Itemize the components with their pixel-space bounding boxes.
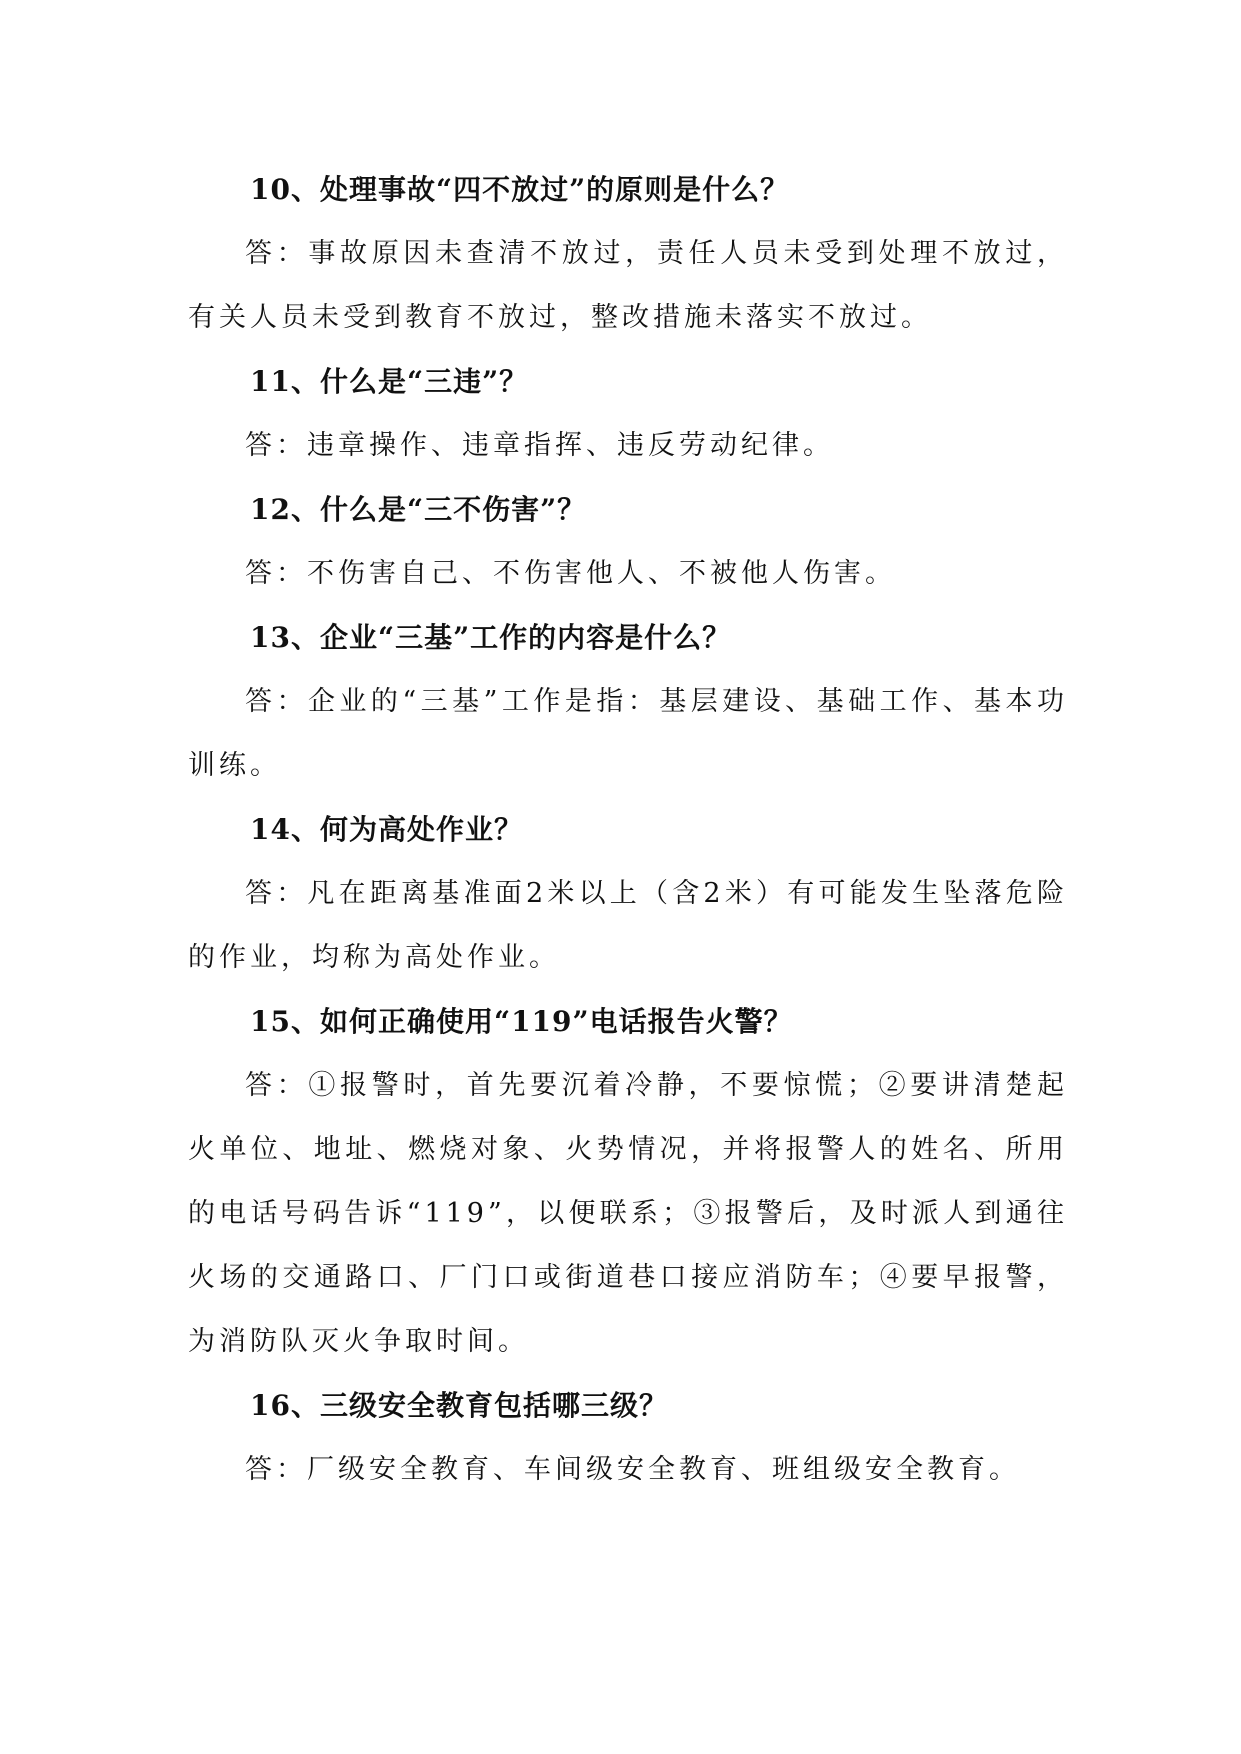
answer-paragraph: 答：事故原因未查清不放过，责任人员未受到处理不放过，有关人员未受到教育不放过，整改措施未落实不放过。: [188, 238, 1068, 333]
question-heading: 11、什么是“三违”？: [250, 365, 529, 398]
question-heading: 13、企业“三基”工作的内容是什么？: [250, 621, 732, 654]
qa-item-10: [188, 158, 1068, 350]
question-heading: 14、何为高处作业？: [250, 813, 523, 846]
question-heading: 15、如何正确使用“119”电话报告火警？: [250, 1005, 793, 1038]
answer-paragraph: 答：违章操作、违章指挥、违反劳动纪律。: [245, 430, 834, 461]
qa-list: [188, 158, 1068, 1502]
qa-item-11: [188, 350, 1068, 478]
qa-item-13: [188, 606, 1068, 798]
question-heading: 12、什么是“三不伤害”？: [250, 493, 587, 526]
answer-paragraph: 答：凡在距离基准面2米以上（含2米）有可能发生坠落危险的作业，均称为高处作业。: [188, 878, 1068, 973]
answer-paragraph: 答：企业的“三基”工作是指：基层建设、基础工作、基本功训练。: [188, 686, 1068, 781]
question-heading: 10、处理事故“四不放过”的原则是什么？: [250, 173, 790, 206]
question-heading: 16、三级安全教育包括哪三级？: [250, 1389, 668, 1422]
answer-paragraph: 答：厂级安全教育、车间级安全教育、班组级安全教育。: [245, 1454, 1020, 1485]
qa-item-16: [188, 1374, 1068, 1502]
qa-item-14: [188, 798, 1068, 990]
qa-item-15: [188, 990, 1068, 1374]
answer-paragraph: 答：①报警时，首先要沉着冷静，不要惊慌；②要讲清楚起火单位、地址、燃烧对象、火势情况，并将报警人的姓名、所用的电话号码告诉“119”，以便联系；③报警后，及时派人到通往火场的交通路口、厂门口或街道巷口接应消防车；④要早报警，为消防队灭火争取时间。: [188, 1070, 1068, 1357]
answer-paragraph: 答：不伤害自己、不伤害他人、不被他人伤害。: [245, 558, 896, 589]
qa-item-12: [188, 478, 1068, 606]
